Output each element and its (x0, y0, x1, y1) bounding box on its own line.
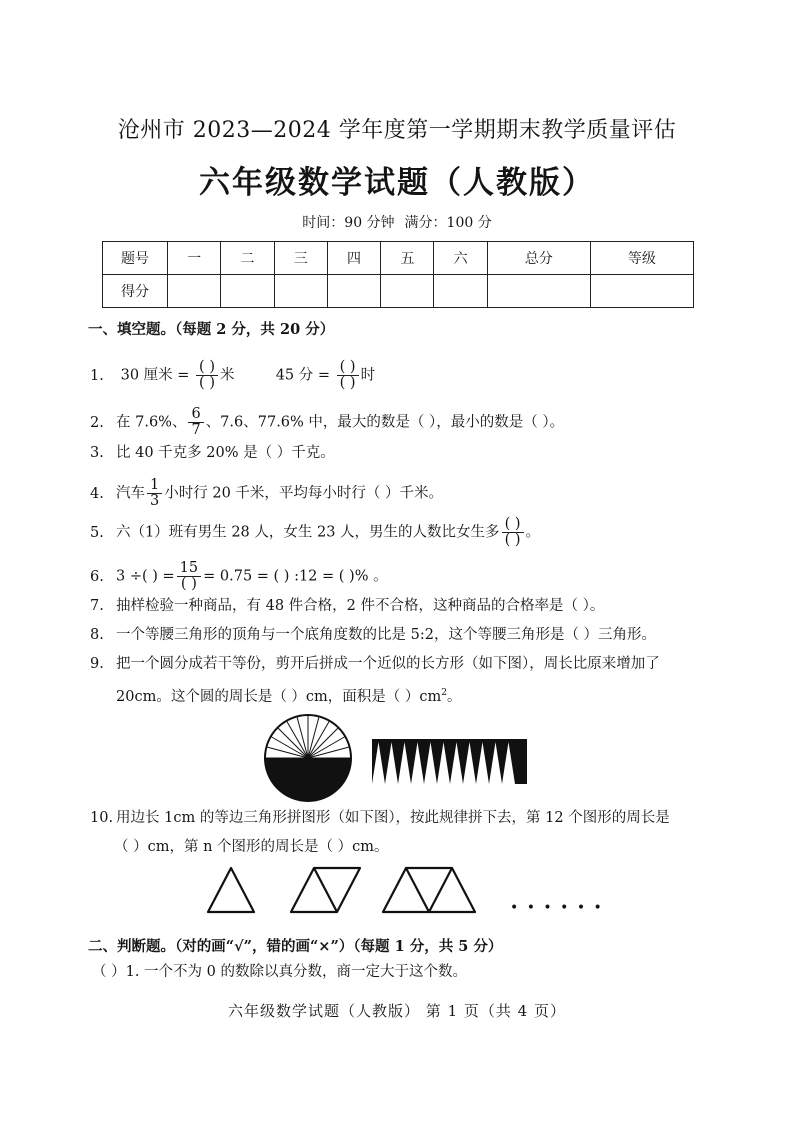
question-number: 6. (90, 568, 104, 585)
q6-text-a: 3 ÷( ) = (116, 568, 175, 585)
score-cell (274, 275, 327, 308)
question-number: 9. (90, 656, 104, 672)
q1-fraction-2 (337, 360, 359, 391)
q4-text-a: 汽车 (116, 485, 145, 502)
question-6 (90, 561, 388, 592)
exam-subtitle: 六年级数学试题（人教版） (199, 165, 595, 201)
q2-text-a: 在 7.6%、 (116, 414, 187, 431)
q9-line2a: 20cm。这个圆的周长是（ ）cm，面积是（ ）cm (116, 688, 442, 705)
score-header-cell: 题号 (103, 242, 168, 275)
q6-fraction (177, 561, 201, 592)
question-number: 7. (90, 598, 104, 614)
question-7 (90, 596, 604, 616)
q9-line2b: 。 (447, 688, 462, 705)
fraction-denominator: 7 (191, 422, 201, 438)
score-header-cell: 三 (274, 242, 327, 275)
sequence-ellipsis: • • • • • • (510, 900, 604, 916)
q8-text: 一个等腰三角形的顶角与一个底角度数的比是 5:2，这个等腰三角形是（ ）三角形。 (116, 627, 657, 643)
question-number: 4. (90, 485, 104, 502)
q5-fraction (502, 517, 524, 548)
approx-rectangle-figure (372, 739, 527, 784)
score-row-label: 得分 (103, 275, 168, 308)
question-number: 10. (90, 810, 114, 826)
question-number: 1. (90, 367, 104, 384)
fraction-denominator: ( ) (180, 576, 197, 592)
page-footer: 六年级数学试题（人教版） 第 1 页（共 4 页） (228, 1002, 566, 1020)
score-table (102, 241, 694, 308)
fraction-denominator: 3 (150, 493, 160, 509)
triangle-figure-3 (383, 868, 475, 912)
fraction-denominator: ( ) (199, 375, 215, 391)
question-5 (90, 517, 540, 548)
question-3 (90, 443, 335, 463)
question-10-line2: （ ）cm，第 n 个图形的周长是（ ）cm。 (114, 839, 389, 855)
score-table-score-row (103, 275, 694, 308)
q7-text: 抽样检验一种商品，有 48 件合格，2 件不合格，这种商品的合格率是（ ）。 (116, 598, 605, 614)
fraction-denominator: ( ) (504, 532, 521, 548)
q6-text-b: = 0.75 = ( ) :12 = ( )% 。 (203, 568, 388, 585)
question-4 (90, 478, 443, 509)
q10-figure (200, 862, 500, 918)
question-9-line2 (116, 683, 462, 707)
q9-superscript: 2 (441, 688, 448, 698)
score-cell (487, 275, 590, 308)
exam-info (0, 212, 794, 232)
q10-line1: 用边长 1cm 的等边三角形拼图形（如下图），按此规律拼下去，第 12 个图形的周长是 (116, 810, 670, 826)
score-header-cell: 二 (221, 242, 274, 275)
q4-text-b: 小时行 20 千米，平均每小时行（ ）千米。 (164, 485, 444, 502)
q9-figure (262, 712, 532, 804)
fraction-denominator: ( ) (339, 375, 356, 391)
score-cell (327, 275, 380, 308)
score-header-cell: 等级 (590, 242, 693, 275)
q1-text-b: 米 (219, 367, 235, 384)
q4-fraction (147, 478, 162, 509)
q1-text-a: 30 厘米 = (120, 367, 190, 384)
question-number: 2. (90, 414, 104, 431)
question-1 (90, 360, 375, 391)
exam-title: 沧州市 2023—2024 学年度第一学期期末教学质量评估 (117, 118, 677, 143)
question-2 (90, 407, 564, 438)
score-cell (434, 275, 487, 308)
question-number: 5. (90, 524, 104, 541)
question-number: 3. (90, 445, 104, 461)
triangle-figure-1 (208, 868, 254, 912)
time-label: 时间：90 分钟 (302, 215, 395, 231)
fraction-numerator: 15 (177, 561, 201, 577)
score-cell (221, 275, 274, 308)
question-number: 8. (90, 627, 104, 643)
q2-text-b: 、7.6、77.6% 中，最大的数是（ ），最小的数是（ ）。 (205, 414, 565, 431)
q5-end: 。 (525, 524, 540, 541)
fraction-numerator: ( ) (337, 360, 359, 376)
fraction-numerator: ( ) (502, 517, 524, 533)
q5-text: 六（1）班有男生 28 人，女生 23 人，男生的人数比女生多 (116, 524, 500, 541)
score-cell (590, 275, 693, 308)
score-header-cell: 总分 (487, 242, 590, 275)
question-10 (90, 808, 670, 828)
fraction-numerator: 6 (188, 407, 203, 423)
score-table-header-row (103, 242, 694, 275)
q1-fraction-1 (196, 360, 218, 391)
section1-title: 一、填空题。（每题 2 分，共 20 分） (88, 321, 335, 338)
score-header-cell: 四 (327, 242, 380, 275)
q1-text-d: 时 (360, 367, 376, 384)
question-8 (90, 625, 656, 645)
score-cell (168, 275, 221, 308)
q1-text-c: 45 分 = (275, 367, 331, 384)
score-cell (381, 275, 434, 308)
score-header-cell: 一 (168, 242, 221, 275)
sector-circle-figure (265, 715, 351, 801)
question-9 (90, 654, 660, 674)
q9-line1: 把一个圆分成若干等份，剪开后拼成一个近似的长方形（如下图），周长比原来增加了 (116, 656, 660, 672)
fraction-numerator: ( ) (196, 360, 218, 376)
score-header-cell: 六 (434, 242, 487, 275)
score-header-cell: 五 (381, 242, 434, 275)
judge-question-1: （ ）1. 一个不为 0 的数除以真分数，商一定大于这个数。 (92, 964, 467, 980)
section2-title: 二、判断题。（对的画“√”，错的画“×”）（每题 1 分，共 5 分） (88, 938, 503, 955)
triangle-figure-2 (291, 868, 360, 912)
fraction-numerator: 1 (147, 478, 162, 494)
q3-text: 比 40 千克多 20% 是（ ）千克。 (116, 445, 335, 461)
q2-fraction (188, 407, 203, 438)
full-score-label: 满分：100 分 (404, 215, 492, 231)
